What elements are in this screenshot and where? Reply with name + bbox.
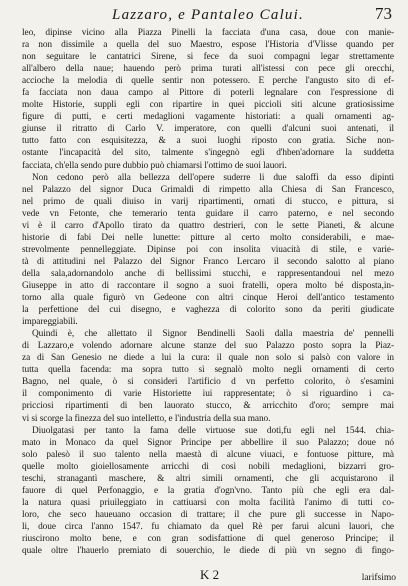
- text-line: Non cedono però alla bellezza dell'opere suderre li due saloffi da esso dipinti: [32, 172, 394, 183]
- text-line: tutta quella facenda: ma sopra tutto sì segnalò molto negli ornamenti di certo: [22, 365, 394, 376]
- body-text: [22, 27, 394, 557]
- page-header: [22, 3, 394, 27]
- text-line: fa facciata non daua campo al Pittore di poterli legnalare con l'espressione di: [22, 88, 394, 99]
- text-line: nel primo de quali diuiso in varij ripartimenti, ornati di stucco, e pittura, si: [22, 196, 394, 207]
- text-line: ostante l'incapacità del sito, talmente s'ingegnò egli d'hben'adornare la suddetta: [22, 148, 394, 159]
- text-line: loro, che seco haueuano occasion di trattare; il che pure gli successe in Napo-: [22, 509, 394, 520]
- text-line: molte Historie, suppli egli con ripartire in quei piccioli siti alcune gratiosissime: [22, 100, 394, 111]
- text-line: solo palesò il suo talento nella maestà di alcune viuaci, e fontuose pitture, mà: [22, 449, 394, 460]
- running-title: Lazzaro, e Pantaleo Calui.: [112, 7, 304, 23]
- text-line: vi si scorge la finezza del suo intelletto, e l'industria della sua mano.: [22, 413, 271, 424]
- text-line: impareggiabili.: [22, 317, 78, 328]
- text-line: della sala,adornandolo anche di bellissimi stucchi, e rappresentandoui nel mezo: [22, 268, 394, 279]
- text-line: tutto fatto con esquisitezza, & a suoi luoghi riposto con gratia. Siche non-: [22, 136, 394, 147]
- text-line: Giuseppe in atto di raccontare il sogno a suoi fratelli, opera molto bé disposta,in-: [22, 280, 394, 291]
- page-number: 73: [375, 4, 392, 23]
- catchword: larifsimo: [361, 573, 396, 583]
- text-line: Diuolgatasi per tanto la fama delle virtuose sue doti,fu egli nel 1544. chia-: [32, 425, 394, 436]
- text-line: Quindi è, che allettato il Signor Bendinelli Saoli dalla maestria de' pennelli: [32, 329, 394, 340]
- text-line: riuscirono molto bene, e con gran sodisfattione di quel generoso Principe; il: [22, 533, 394, 544]
- text-line: non seguitare le cantatrici Sirene, si fece da suoi compagni legar strettamente: [22, 52, 394, 63]
- text-line: pricciosi ripartimenti di ben lauorato stucco, & arricchito d'oro; sempre mai: [22, 401, 394, 412]
- text-line: torno alla quale figurò vn Gedeone con altri cinque Heroi dell'antico testamento: [22, 293, 394, 304]
- text-line: strevolmente pennelleggiate. Dipinse poi con insolita viuacità di stile, e varie-: [22, 244, 394, 255]
- text-line: vede vn Fetonte, che temerario tenta guidare il carro paterno, e nel secondo: [22, 208, 394, 219]
- text-line: li, doue circa l'anno 1547. fu chiamato da quel Rè per farui alcuni lauori, che: [22, 521, 394, 532]
- text-line: ra non dissimile a quella del suo Maestro, espose l'Historia d'Vlisse quando per: [22, 40, 394, 51]
- text-line: nel Palazzo del signor Duca Grimaldi di rimpetto alla Chiesa di San Francesco,: [22, 184, 394, 195]
- text-line: historie di fabi Dei nelle lunette: pitture al certo molto considerabili, e mae-: [22, 232, 394, 243]
- text-line: za di San Genesio ne diede a lui la cura: il quale non solo si palsò con valore in: [22, 353, 394, 364]
- text-line: la perfettione del cui disegno, e vaghezza di colorito sono da periti giudicate: [22, 305, 394, 316]
- text-line: vi è il carro d'Apollo tirato da quattro destrieri, con le sette Pianeti, & alcune: [22, 220, 394, 231]
- text-line: la natura quasi priuileggiato in cattiuarsi con molta facilità l'animo di tutti co-: [22, 497, 394, 508]
- signature-mark: K 2: [200, 567, 220, 582]
- text-line: tà di attitudini nel Palazzo del Signor Franco Lercaro il secondo salotto al piano: [22, 256, 394, 267]
- text-line: accioche la melodia di quelle sentir non potessero. E perche l'angusto sito di ef-: [22, 76, 394, 87]
- text-line: facciata, ch'ella sendo pure dubbio può chiamarsi l'ottimo de suoi lauori.: [22, 160, 287, 171]
- text-line: di Lazzaro,e volendo adornare alcune stanze del suo Palazzo posto sopra la Piaz-: [22, 341, 394, 352]
- text-line: mato in Monaco da quel Signor Principe per abbellire il suo Palazzo; doue nó: [22, 437, 394, 448]
- text-line: il componimento di varie Historiette iui rappresentate; ò si riguardino i ca-: [22, 389, 394, 400]
- text-line: figure di putti, e certi medaglioni vagamente historiati: a quali ornamenti ag-: [22, 112, 394, 123]
- text-line: fauore di quel Perfonaggio, e la gratia d'ogn'vno. Tanto più che egli era dal-: [22, 485, 394, 496]
- text-line: Bagno, nel quale, ò si consideri l'artificio d vn perfetto colorito, ò s'esamini: [22, 377, 394, 388]
- text-line: giunse il ritratto di Carlo V. imperatore, con quelli d'alcuni suoi antenati, il: [22, 124, 394, 135]
- text-line: quelle molto gioiellosamente arricchi di così nobili medaglioni, bizzarri gro-: [22, 461, 394, 472]
- text-line: leo, dipinse vicino alla Piazza Pinelli la facciata d'una casa, doue con manie-: [22, 28, 394, 38]
- text-line: all'albero della naue; hauendo però prima turati all'istessi con pece gli orecchi,: [22, 64, 394, 75]
- text-line: teschi, stranagantì maschere, & altri simili ornamenti, che gli acquistarono il: [22, 473, 394, 484]
- text-line: quale oltre l'hauerlo premiato di souerchio, le diede di più vn segno di fingo-: [22, 546, 394, 557]
